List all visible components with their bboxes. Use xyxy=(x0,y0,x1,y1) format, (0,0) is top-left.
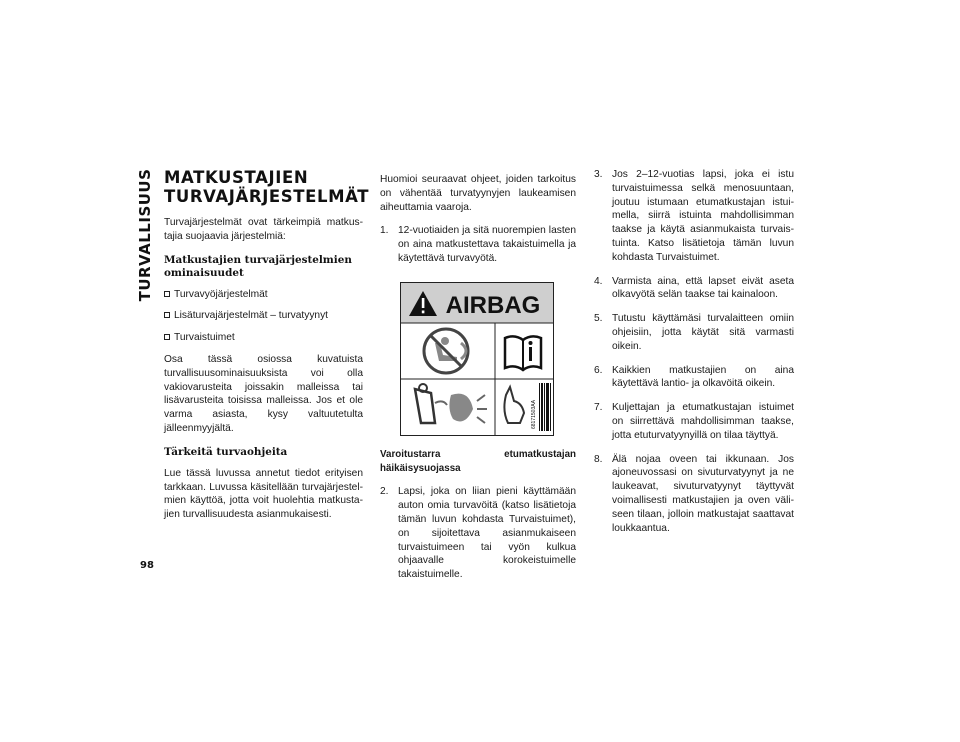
instruction-list-continued xyxy=(380,485,576,582)
tips-heading: Tärkeitä turvaohjeita xyxy=(164,445,288,458)
column-left xyxy=(164,168,370,532)
airbag-warning-label-image xyxy=(401,283,553,435)
instruction-number: 8. xyxy=(594,453,603,465)
instruction-text: Kaikkien matkustajien on aina käytettävä lantio- ja olkavöitä oikein. xyxy=(612,364,794,390)
instruction-number: 6. xyxy=(594,364,603,376)
instruction-text: Tutustu käyttämäsi turvalaitteen omiin ohjeisiin, jotta käytät sitä varmasti oikein. xyxy=(612,313,794,352)
tips-paragraph: Lue tässä luvussa annetut tiedot erityisen tarkkaan. Luvussa käsitellään turvajärjestelmien käyttöä, jotta voit huolehtia matkustajien turvallisuudesta asianmukaisesti. xyxy=(164,467,363,521)
instruction-number: 2. xyxy=(380,486,389,498)
instruction-text: Varmista aina, että lapset eivät aseta olkavyötä selän taakse tai kainaloon. xyxy=(612,275,794,301)
instruction-number: 7. xyxy=(594,402,603,414)
page-number: 98 xyxy=(140,560,154,571)
feature-item-child-seats: Turvaistuimet xyxy=(164,331,363,345)
instruction-list-start xyxy=(380,224,576,265)
instruction-number: 3. xyxy=(594,169,603,180)
warning-exclamation-bar xyxy=(422,298,425,308)
barcode-icon xyxy=(539,383,551,431)
instruction-item xyxy=(594,168,794,265)
instruction-item xyxy=(380,224,576,265)
label-part-code: 68171503AA xyxy=(531,399,537,429)
instruction-text: Lapsi, joka on liian pieni käyttämään auton omia turvavöitä (katso lisätietoja tämän luvun kohdasta Turvaistuimet), on sijoitettava asianmukaiseen turvaistuimeen tai vyön kulkua ohjaavalle korokeistuimelle takaistuimelle. xyxy=(398,486,576,581)
instruction-number: 1. xyxy=(380,225,389,237)
instruction-item xyxy=(594,275,794,303)
instruction-text: Jos 2–12-vuotias lapsi, joka ei istu turvaistuimessa selkä menosuuntaan, joutuu istumaan etumatkustajan istuimella, siirrä istuinta mahdollisimman taakse ja käytä asianmukaista turvaistuinta. Katso lisätietoja tämän luvun kohdasta Turvaistuimet. xyxy=(612,169,794,263)
features-heading: Matkustajien turvajärjestelmien ominaisuudet xyxy=(164,253,352,279)
instruction-item xyxy=(594,364,794,392)
instruction-number: 4. xyxy=(594,275,603,287)
instruction-item xyxy=(594,312,794,353)
side-airbag-icon xyxy=(415,384,487,423)
page-title xyxy=(164,168,370,206)
feature-item-seatbelts: Turvavyöjärjestelmät xyxy=(164,288,363,302)
feature-item-airbags: Lisäturvajärjestelmät – turvatyynyt xyxy=(164,309,363,323)
no-rear-facing-seat-icon xyxy=(424,329,468,373)
hand-pointing-icon xyxy=(504,387,524,423)
intro-paragraph: Turvajärjestelmät ovat tärkeimpiä matkustajia suojaavia järjestelmiä: xyxy=(164,217,363,242)
warning-exclamation-dot xyxy=(422,310,425,313)
section-side-tab-label: TURVALLISUUS xyxy=(136,168,154,302)
airbag-heading: AIRBAG xyxy=(445,291,541,319)
column-right xyxy=(594,168,794,545)
instruction-list-end xyxy=(594,168,794,535)
airbag-warning-label-figure xyxy=(400,282,554,436)
middle-intro-paragraph: Huomioi seuraavat ohjeet, joiden tarkoitus on vähentää turvatyynyjen laukeamisen aiheuttamia vaaroja. xyxy=(380,174,576,213)
instruction-number: 5. xyxy=(594,313,603,325)
figure-caption: Varoitustarra etumatkustajan häikäisysuojassa xyxy=(380,448,576,474)
page-title-line1: MATKUSTAJIEN xyxy=(164,168,309,187)
section-side-tab xyxy=(136,160,154,310)
column-middle xyxy=(380,173,576,592)
instruction-item xyxy=(594,453,794,536)
disclaimer-paragraph: Osa tässä osiossa kuvatuista turvallisuusominaisuuksista voi olla vakiovarusteita joissakin malleissa tai lisävarusteita toisissa malleissa. Jos et ole varma asiasta, kysy valtuutetulta jälleenmyyjältä. xyxy=(164,353,363,434)
instruction-item xyxy=(594,401,794,442)
instruction-text: Kuljettajan ja etumatkustajan istuimet on siirrettävä mahdollisimman taakse, jotta etuturvatyynyillä on tilaa täyttyä. xyxy=(612,402,794,441)
instruction-item xyxy=(380,485,576,582)
instruction-text: 12-vuotiaiden ja sitä nuorempien lasten on aina matkustettava takaistuimella ja käytettävä turvavyötä. xyxy=(398,225,576,264)
instruction-text: Älä nojaa oveen tai ikkunaan. Jos ajoneuvossasi on sivuturvatyynyt ja ne laukeavat, sivuturvatyynyt täyttyvät voimallisesti matkustajien ja oven väliseen tilaan, jolloin matkustajat saattavat loukkaantua. xyxy=(612,453,794,534)
page-title-line2: TURVAJÄRJESTELMÄT xyxy=(164,187,370,206)
manual-book-icon xyxy=(505,336,541,370)
